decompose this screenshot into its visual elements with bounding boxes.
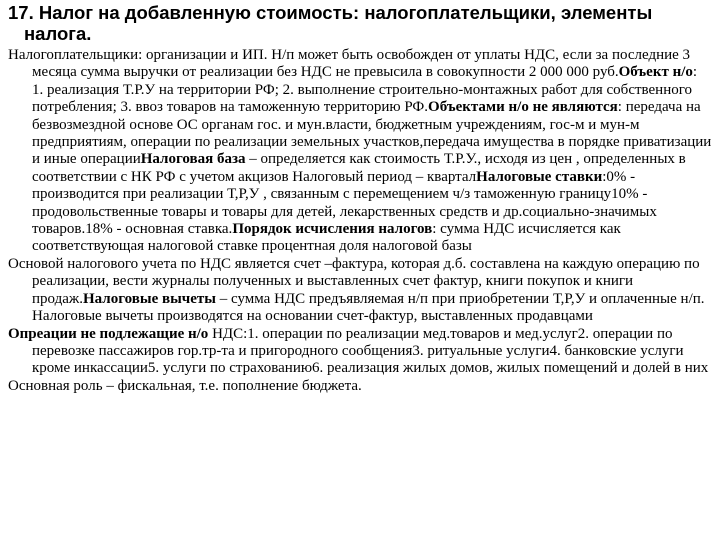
text-run: – сумма НДС предъявляемая н/п при приобретении Т,Р,У и оплаченные н/п. Налоговые вычеты производятся на основании счет-фактур, выставленных продавцами — [32, 290, 705, 325]
text-run: НДС:1. операции по реализации мед.товаров и мед.услуг2. операции по перевозке пассажиров гор.тр-та и пригородного сообщения3. ритуальные услуги4. банковские услуги кроме инкассации5. услуги по страхованию6. реализация жилых домов, жилых помещений и долей в них — [32, 325, 709, 377]
bold-term-not-objects: Объектами н/о не являются — [428, 99, 618, 116]
text-run: : передача на безвозмездной основе ОС органам гос. и мун.власти, бюджетным учреждениям, гос-м и мун-м предприятиям, операции по реализации земельных участков,передача имущества в порядке приватизации и иные операции — [32, 99, 712, 168]
text-run: : 1. реализация Т.Р.У на территории РФ; 2. выполнение строительно-монтажных работ для собственного потребления; 3. ввоз товаров на таможенную территорию РФ. — [32, 64, 698, 116]
paragraph-invoice — [8, 256, 712, 326]
text-run: Основная роль – фискальная, т.е. пополнение бюджета. — [8, 377, 362, 394]
text-run: :0% - производится при реализации Т,Р,У , связанным с перемещением ч/з таможенную границу10% - продовольственные товары и товары для детей, лекарственных средств и др.социально-значимых товаров.18% - основная ставка. — [32, 168, 657, 238]
bold-term-object: Объект н/о — [618, 64, 693, 81]
paragraph-main-role — [8, 378, 712, 395]
bold-term-tax-rates: Налоговые ставки — [476, 168, 603, 185]
paragraph-taxpayers — [8, 47, 712, 256]
bold-term-exempt: Опреации не подлежащие н/о — [8, 325, 209, 342]
slide-title: 17. Налог на добавленную стоимость: налогоплательщики, элементы налога. — [8, 2, 653, 44]
paragraph-exempt-operations — [8, 326, 712, 378]
text-run: Налогоплательщики: организации и ИП. Н/п может быть освобожден от уплаты НДС, если за последние 3 месяца сумма выручки от реализации без НДС не превысила в совокупности 2 000 000 руб. — [8, 47, 691, 81]
text-run: : сумма НДС исчисляется как соответствующая налоговой ставке процентная доля налоговой базы — [32, 221, 621, 255]
text-run: – определяется как стоимость Т.Р.У., исходя из цен , определенных в соответствии с НК РФ с учетом акцизов Налоговый период – квартал — [32, 151, 686, 185]
text-run: Основой налогового учета по НДС является счет –фактура, которая д.б. составлена на каждую операцию по реализации, вести журналы полученных и выставленных счет фактур, книги покупок и книги продаж. — [8, 255, 700, 307]
bold-term-tax-base: Налоговая база — [140, 151, 246, 168]
bold-term-calculation: Порядок исчисления налогов — [232, 221, 433, 238]
bold-term-deductions: Налоговые вычеты — [83, 290, 217, 307]
